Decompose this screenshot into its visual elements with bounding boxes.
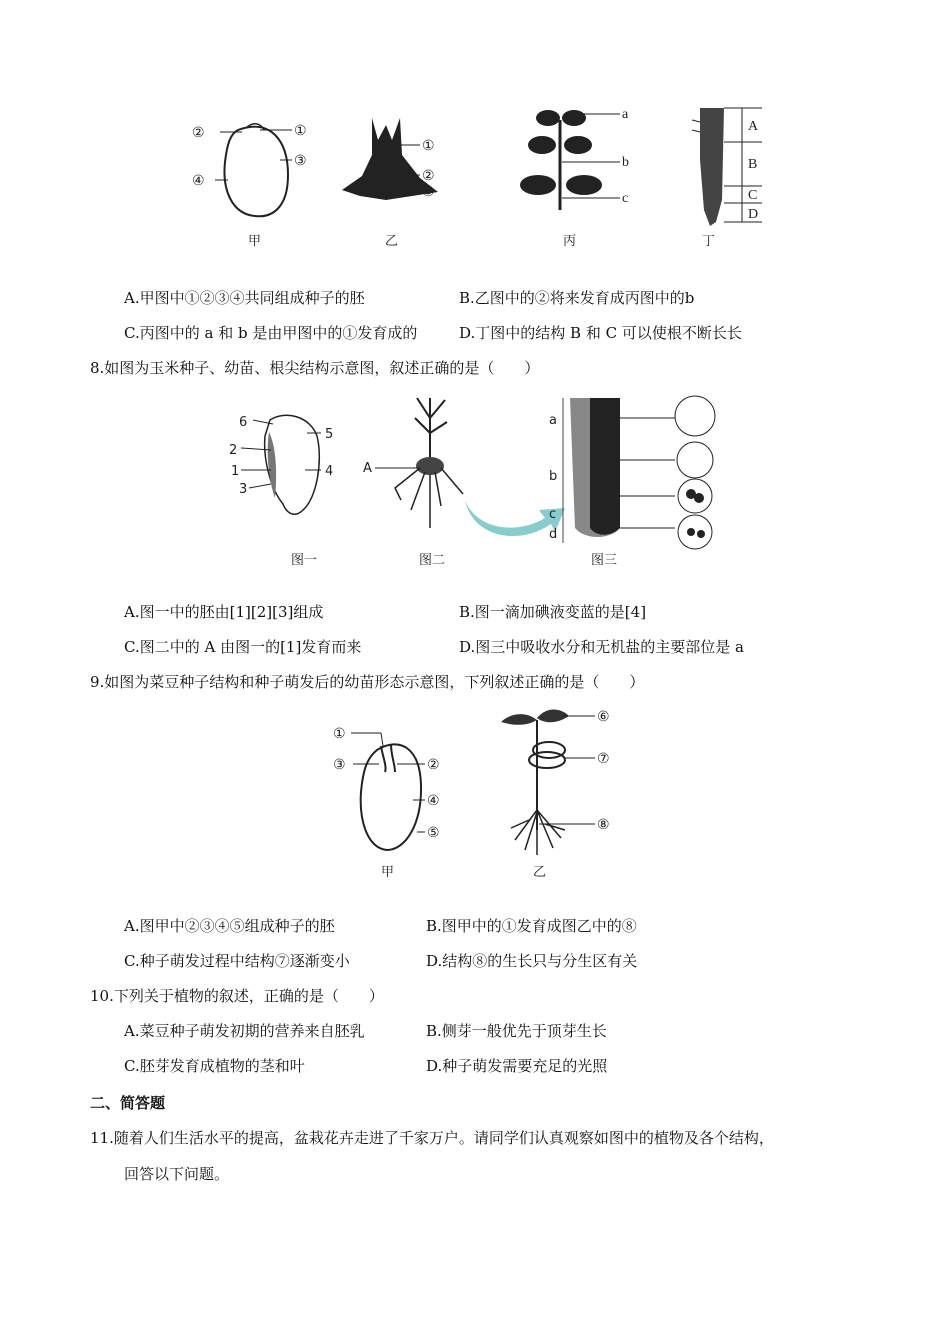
caption-jia: 甲 [248, 234, 262, 249]
label-bing-c: c [622, 191, 629, 206]
label-jia-2: ② [192, 126, 205, 141]
figure-q8 [225, 388, 725, 573]
label-fig1-5: 5 [325, 427, 334, 442]
bean-seed-drawing [351, 733, 425, 850]
label-fig2-A: A [363, 461, 372, 476]
figure-q9 [325, 700, 625, 885]
label-q9-jia-3: ③ [333, 758, 346, 773]
caption-bing: 丙 [563, 234, 577, 249]
seedling-bing-drawing [520, 110, 620, 210]
caption-fig2: 图二 [419, 553, 446, 568]
caption-q9-jia: 甲 [381, 865, 395, 880]
q10-option-c[interactable]: C.胚芽发育成植物的茎和叶 [124, 1057, 305, 1075]
label-yi-1: ① [422, 139, 435, 154]
label-fig3-d: d [549, 527, 558, 542]
q8-stem: 8.如图为玉米种子、幼苗、根尖结构示意图，叙述正确的是（ ） [90, 359, 540, 377]
q8-option-a[interactable]: A.图一中的胚由[1][2][3]组成 [124, 603, 324, 621]
label-bing-b: b [622, 155, 629, 170]
label-fig1-6: 6 [239, 415, 248, 430]
q8-option-d[interactable]: D.图三中吸收水分和无机盐的主要部位是 a [459, 638, 744, 656]
label-fig3-c: c [549, 507, 557, 522]
label-q9-jia-1: ① [333, 727, 346, 742]
label-fig1-1: 1 [231, 464, 240, 479]
label-ding-B: B [748, 157, 758, 172]
label-q9-jia-4: ④ [427, 794, 440, 809]
q7-option-a[interactable]: A.甲图中①②③④共同组成种子的胚 [124, 289, 365, 307]
label-q9-yi-6: ⑥ [597, 710, 610, 725]
label-ding-A: A [748, 119, 759, 134]
label-ding-D: D [748, 207, 759, 222]
q9-option-d[interactable]: D.结构⑧的生长只与分生区有关 [426, 952, 638, 970]
q10-option-d[interactable]: D.种子萌发需要充足的光照 [426, 1057, 608, 1075]
corn-root-tip-drawing [563, 396, 715, 549]
bean-seedling-drawing [501, 710, 595, 856]
q9-option-c[interactable]: C.种子萌发过程中结构⑦逐渐变小 [124, 952, 350, 970]
label-q9-yi-7: ⑦ [597, 752, 610, 767]
caption-ding: 丁 [702, 234, 716, 249]
seed-jia-drawing [215, 124, 292, 217]
q10-stem: 10.下列关于植物的叙述，正确的是（ ） [90, 987, 384, 1005]
q9-option-b[interactable]: B.图甲中的①发育成图乙中的⑧ [426, 917, 637, 935]
label-yi-3: ③ [422, 185, 435, 200]
q11-line2: 回答以下问题。 [124, 1165, 230, 1183]
q7-option-d[interactable]: D.丁图中的结构 B 和 C 可以使根不断长长 [459, 324, 742, 342]
label-fig1-3: 3 [239, 482, 248, 497]
caption-yi: 乙 [385, 234, 399, 249]
caption-q9-yi: 乙 [533, 865, 547, 880]
corn-seed-drawing [241, 415, 321, 514]
q7-option-b[interactable]: B.乙图中的②将来发育成丙图中的b [459, 289, 695, 307]
q8-option-c[interactable]: C.图二中的 A 由图一的[1]发育而来 [124, 638, 362, 656]
label-jia-3: ③ [294, 154, 307, 169]
label-fig1-4: 4 [325, 464, 334, 479]
label-q9-jia-5: ⑤ [427, 826, 440, 841]
label-fig1-2: 2 [229, 443, 238, 458]
q7-option-c[interactable]: C.丙图中的 a 和 b 是由甲图中的①发育成的 [124, 324, 418, 342]
q9-option-a[interactable]: A.图甲中②③④⑤组成种子的胚 [124, 917, 335, 935]
q9-stem: 9.如图为菜豆种子结构和种子萌发后的幼苗形态示意图，下列叙述正确的是（ ） [90, 673, 645, 691]
q8-option-b[interactable]: B.图一滴加碘液变蓝的是[4] [459, 603, 647, 621]
label-q9-yi-8: ⑧ [597, 818, 610, 833]
figure-q7 [180, 100, 780, 260]
label-jia-1: ① [294, 124, 307, 139]
q11-line1: 11.随着人们生活水平的提高，盆栽花卉走进了千家万户。请同学们认真观察如图中的植物及各个结构， [90, 1129, 774, 1147]
corn-seedling-drawing [375, 398, 463, 528]
label-yi-2: ② [422, 169, 435, 184]
caption-fig3: 图三 [591, 553, 618, 568]
label-q9-jia-2: ② [427, 758, 440, 773]
label-fig3-b: b [549, 469, 558, 484]
label-bing-a: a [622, 107, 629, 122]
label-ding-C: C [748, 188, 758, 203]
label-fig3-a: a [549, 413, 557, 428]
section-title: 二、简答题 [90, 1094, 166, 1112]
q10-option-b[interactable]: B.侧芽一般优先于顶芽生长 [426, 1022, 607, 1040]
label-jia-4: ④ [192, 174, 205, 189]
q10-option-a[interactable]: A.菜豆种子萌发初期的营养来自胚乳 [124, 1022, 365, 1040]
caption-fig1: 图一 [291, 553, 318, 568]
